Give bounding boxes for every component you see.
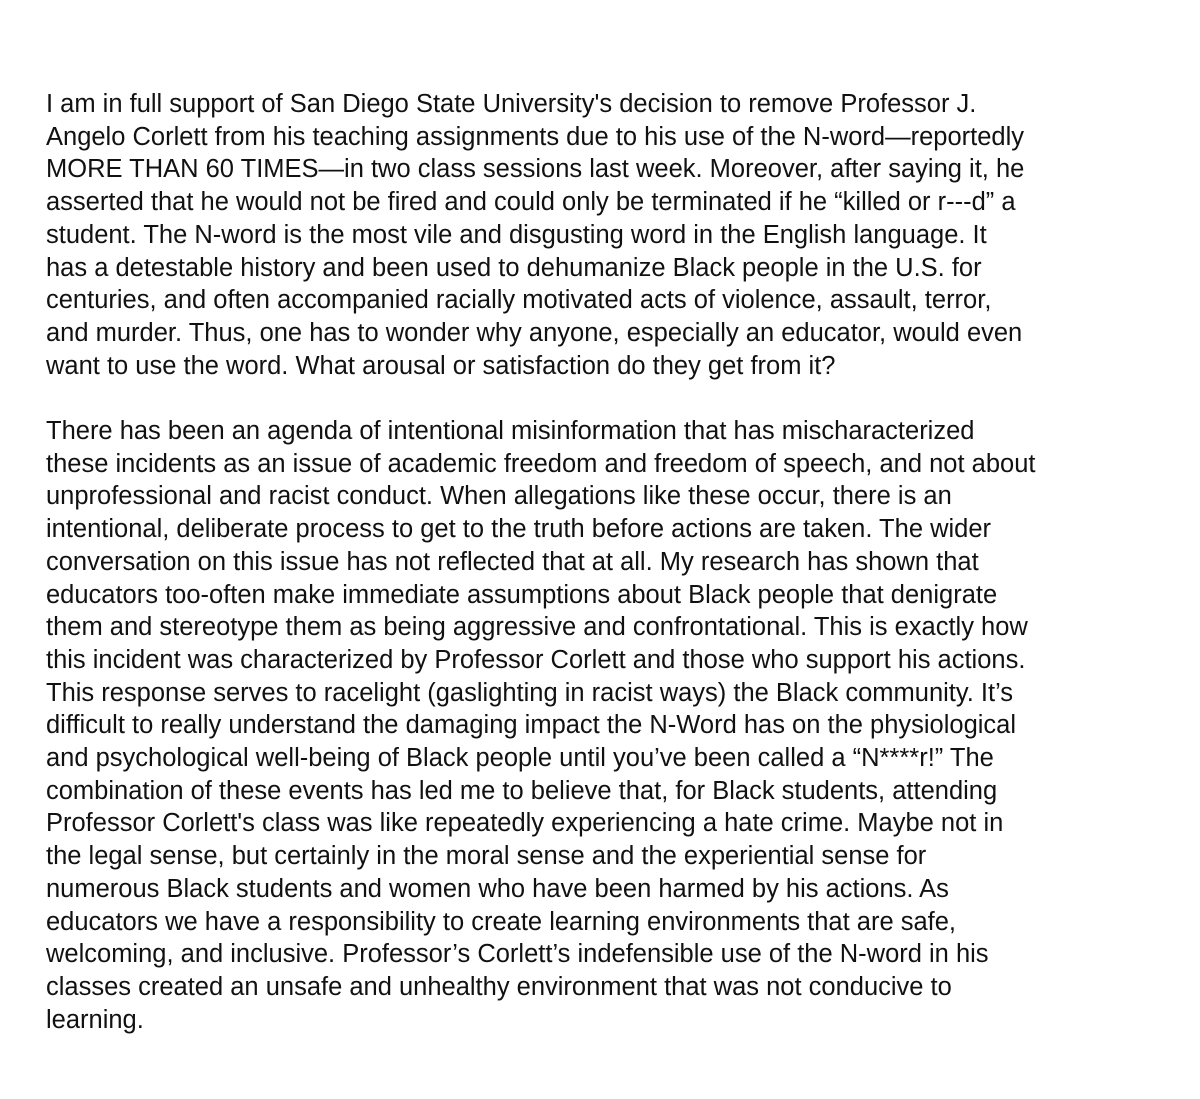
text-line: them and stereotype them as being aggressive and confrontational. This is exactly how	[46, 613, 1028, 642]
text-line: want to use the word. What arousal or satisfaction do they get from it?	[46, 351, 836, 380]
text-line: student. The N-word is the most vile and disgusting word in the English language. It	[46, 220, 987, 249]
text-line: and murder. Thus, one has to wonder why anyone, especially an educator, would even	[46, 318, 1023, 347]
text-line: these incidents as an issue of academic freedom and freedom of speech, and not about	[46, 449, 1036, 478]
paragraph-2	[46, 415, 1166, 1036]
text-line: and psychological well-being of Black people until you’ve been called a “N****r!” The	[46, 744, 994, 773]
text-line: unprofessional and racist conduct. When allegations like these occur, there is an	[46, 482, 952, 511]
text-line: combination of these events has led me to believe that, for Black students, attending	[46, 776, 998, 805]
statement-body	[46, 88, 1166, 1036]
text-line: Angelo Corlett from his teaching assignments due to his use of the N-word—reportedly	[46, 122, 1024, 151]
text-line: welcoming, and inclusive. Professor’s Corlett’s indefensible use of the N-word in his	[46, 940, 989, 969]
text-line: has a detestable history and been used to dehumanize Black people in the U.S. for	[46, 253, 982, 282]
text-line: MORE THAN 60 TIMES—in two class sessions last week. Moreover, after saying it, he	[46, 155, 1025, 184]
text-line: I am in full support of San Diego State University's decision to remove Professor J.	[46, 90, 977, 118]
text-line: asserted that he would not be fired and could only be terminated if he “killed or r---d” a	[46, 188, 1016, 217]
text-line: conversation on this issue has not reflected that at all. My research has shown that	[46, 547, 979, 576]
text-line: learning.	[46, 1005, 144, 1034]
text-line: intentional, deliberate process to get to the truth before actions are taken. The wider	[46, 515, 992, 544]
text-line: this incident was characterized by Professor Corlett and those who support his actions.	[46, 645, 1026, 674]
text-line: the legal sense, but certainly in the moral sense and the experiential sense for	[46, 842, 927, 871]
text-line: This response serves to racelight (gaslighting in racist ways) the Black community. It’s	[46, 678, 1014, 707]
text-line: Professor Corlett's class was like repeatedly experiencing a hate crime. Maybe not in	[46, 809, 1004, 838]
text-line: numerous Black students and women who have been harmed by his actions. As	[46, 874, 949, 903]
text-line: centuries, and often accompanied racially motivated acts of violence, assault, terror,	[46, 286, 992, 315]
text-line: educators too-often make immediate assumptions about Black people that denigrate	[46, 580, 998, 609]
paragraph-1	[46, 88, 1166, 382]
text-line: educators we have a responsibility to create learning environments that are safe,	[46, 907, 957, 936]
text-line: There has been an agenda of intentional misinformation that has mischaracterized	[46, 417, 975, 446]
text-line: classes created an unsafe and unhealthy environment that was not conducive to	[46, 972, 952, 1001]
text-line: difficult to really understand the damaging impact the N-Word has on the physiological	[46, 711, 1017, 740]
